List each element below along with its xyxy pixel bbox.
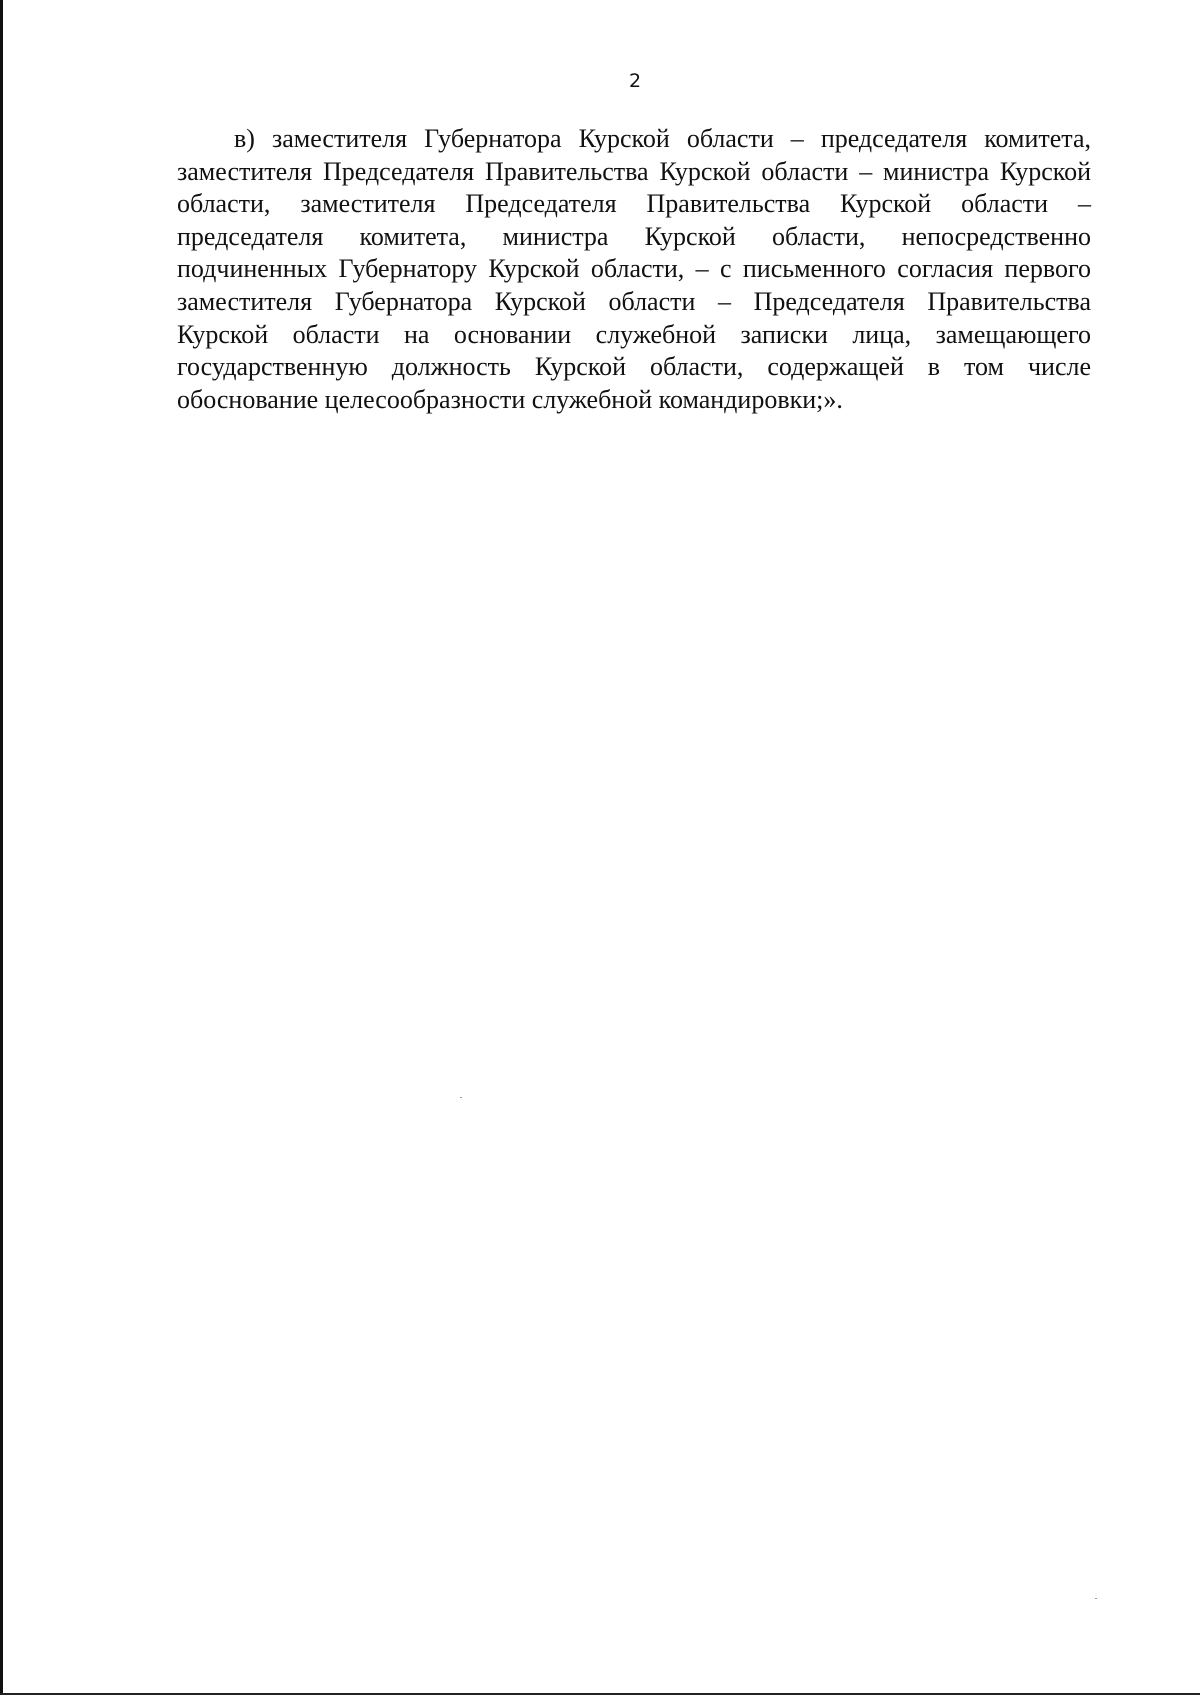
scan-speck <box>1095 1598 1097 1599</box>
body-paragraph: в) заместителя Губернатора Курской области – председателя комитета, заместителя Председателя Правительства Курской области – министра Курской области, заместителя Председателя Правительства Курской области – председателя комитета, министра Курской области, непосредственно подчиненных Губернатору Курской области, – с письменного согласия первого заместителя Губернатора Курской области – Председателя Правительства Курской области на основании служебной записки лица, замещающего государственную должность Курской области, содержащей в том числе обоснование целесообразности служебной командировки;». <box>177 124 1091 414</box>
page-number: 2 <box>628 70 642 92</box>
scan-edge-left <box>0 0 3 1695</box>
scan-speck <box>460 1097 462 1098</box>
